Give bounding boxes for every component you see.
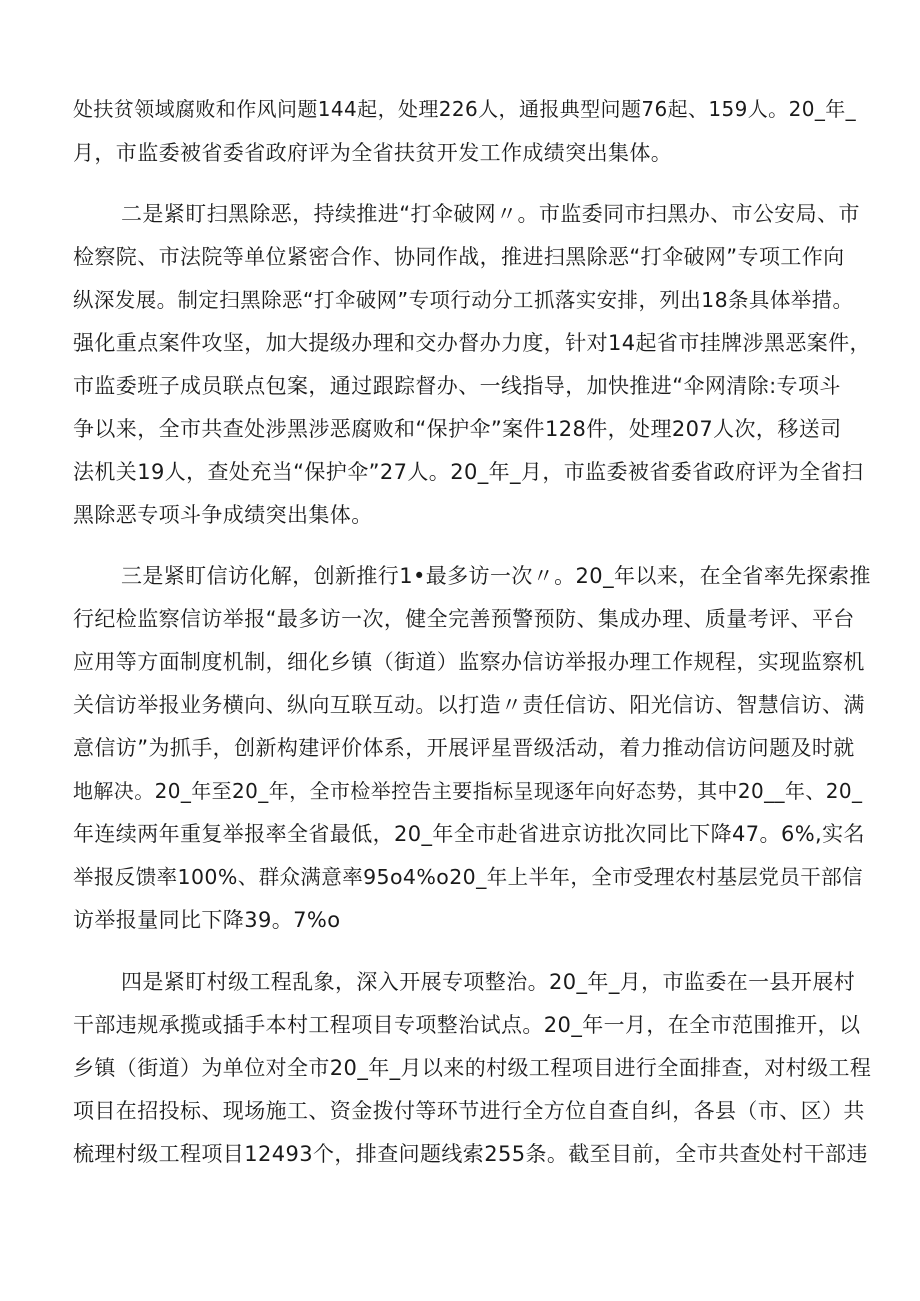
text-line: 干部违规承揽或插手本村工程项目专项整治试点。20_年一月，在全市范围推开，以 [73,1013,861,1037]
text-line: 乡镇（街道）为单位对全市20_年_月以来的村级工程项目进行全面排查，对村级工程 [73,1056,872,1080]
text-line: 月，市监委被省委省政府评为全省扶贫开发工作成绩突出集体。 [73,141,673,165]
text-line: 法机关19人，查处充当“保护伞”27人。20_年_月，市监委被省委省政府评为全省扫 [73,460,864,484]
text-line: 关信访举报业务横向、纵向互联互动。以打造〃责任信访、阳光信访、智慧信访、满 [73,693,865,717]
text-line: 检察院、市法院等单位紧密合作、协同作战，推进扫黑除恶“打伞破网”专项工作向 [73,245,845,269]
text-line: 举报反馈率100%、群众满意率95o4%o20_年上半年，全市受理农村基层党员干部信 [73,865,863,889]
text-line: 黑除恶专项斗争成绩突出集体。 [73,503,373,527]
text-line: 访举报量同比下降39。7%o [73,908,341,932]
text-line: 四是紧盯村级工程乱象，深入开展专项整治。20_年_月，市监委在一县开展村 [121,970,856,994]
text-line: 二是紧盯扫黑除恶，持续推进“打伞破网〃。市监委同市扫黑办、市公安局、市 [121,202,860,226]
text-line: 意信访”为抓手，创新构建评价体系，开展评星晋级活动，着力推动信访问题及时就 [73,736,855,760]
text-line: 梳理村级工程项目12493个，排查问题线索255条。截至目前，全市共查处村干部违 [73,1142,868,1166]
text-line: 应用等方面制度机制，细化乡镇（街道）监察办信访举报办理工作规程，实现监察机 [73,650,865,674]
text-line: 三是紧盯信访化解，创新推行1•最多访一次〃。20_年以来，在全省率先探索推 [121,564,871,588]
text-line: 行纪检监察信访举报“最多访一次，健全完善预警预防、集成办理、质量考评、平台 [73,607,855,631]
text-line: 强化重点案件攻坚，加大提级办理和交办督办力度，针对14起省市挂牌涉黑恶案件， [73,331,871,355]
text-line: 项目在招投标、现场施工、资金拨付等环节进行全方位自查自纠，各县（市、区）共 [73,1099,865,1123]
text-line: 年连续两年重复举报率全省最低，20_年全市赴省进京访批次同比下降47。6%,实名 [73,822,865,846]
text-line: 市监委班子成员联点包案，通过跟踪督办、一线指导，加快推进“伞网清除:专项斗 [73,374,841,398]
text-line: 地解决。20_年至20_年，全市检举控告主要指标呈现逐年向好态势，其中20__年、20_ [73,779,863,803]
text-line: 处扶贫领域腐败和作风问题144起，处理226人，通报典型问题76起、159人。20_年_ [73,97,857,121]
text-line: 争以来，全市共查处涉黑涉恶腐败和“保护伞”案件128件，处理207人次，移送司 [73,417,842,441]
text-line: 纵深发展。制定扫黑除恶“打伞破网”专项行动分工抓落实安排，列出18条具体举措。 [73,288,854,312]
